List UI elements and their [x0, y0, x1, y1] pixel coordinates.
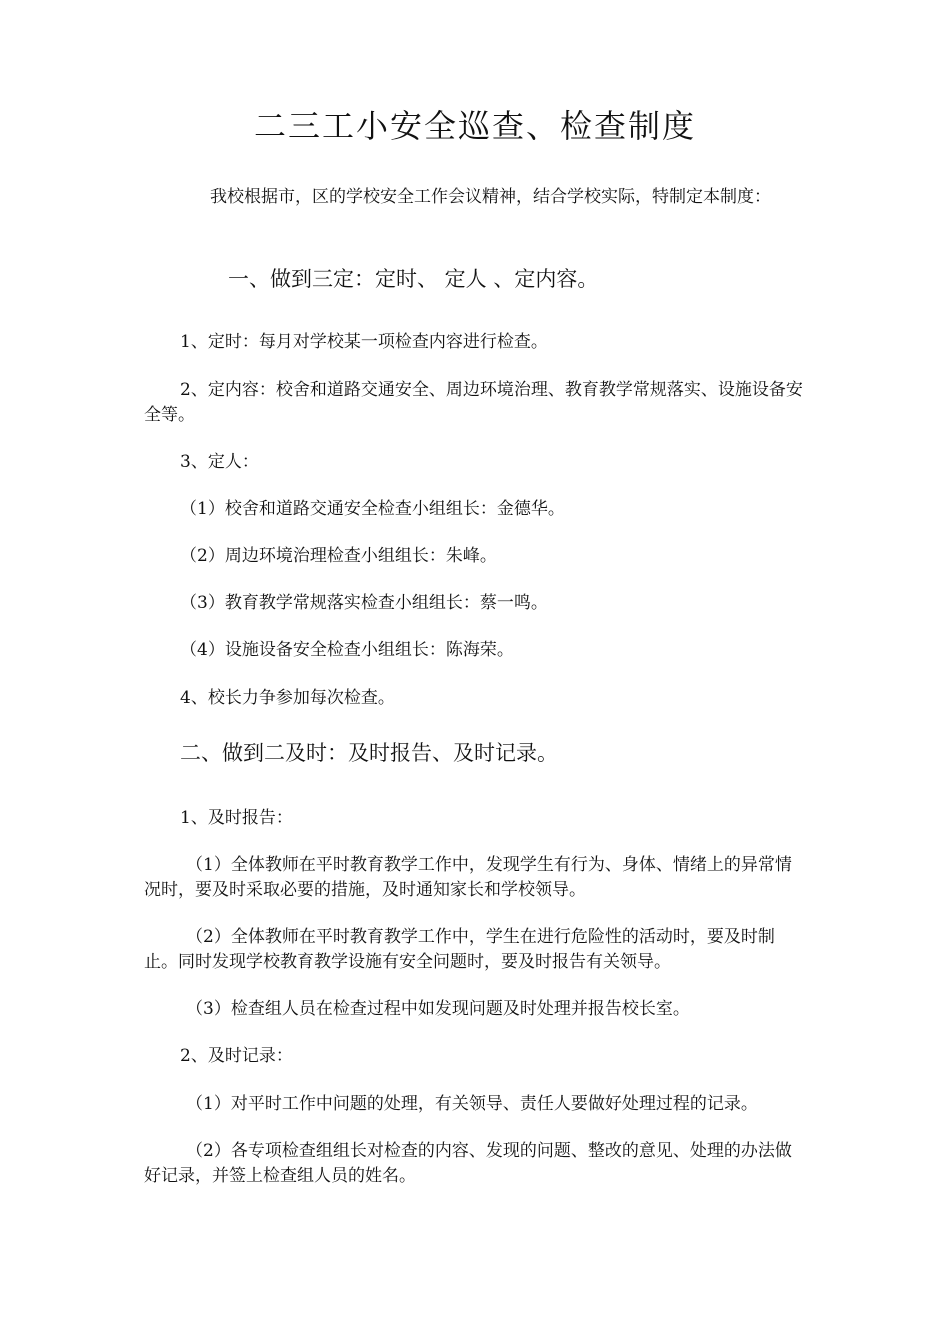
section2-item: （1）对平时工作中问题的处理，有关领导、责任人要做好处理过程的记录。 [186, 1094, 758, 1114]
section2-item: （2）全体教师在平时教育教学工作中，学生在进行危险性的活动时，要及时制止。同时发现学校教育教学设施有安全问题时，要及时报告有关领导。 [144, 927, 775, 972]
section2-item: 2、及时记录： [180, 1046, 293, 1066]
section2-item: 1、及时报告： [180, 808, 293, 828]
section1-item: 2、定内容：校舍和道路交通安全、周边环境治理、教育教学常规落实、设施设备安全等。 [144, 380, 803, 425]
section2-item: （3）检查组人员在检查过程中如发现问题及时处理并报告校长室。 [186, 999, 690, 1019]
section2-item: （1）全体教师在平时教育教学工作中，发现学生有行为、身体、情绪上的异常情况时，要及时采取必要的措施，及时通知家长和学校领导。 [144, 855, 792, 900]
section1-item: （4）设施设备安全检查小组组长：陈海荣。 [180, 640, 514, 660]
section2-item: （2）各专项检查组组长对检查的内容、发现的问题、整改的意见、处理的办法做好记录，并签上检查组人员的姓名。 [144, 1141, 792, 1186]
section1-item: （2）周边环境治理检查小组组长：朱峰。 [180, 546, 497, 566]
page-title: 二三工小安全巡查、检查制度 [253, 107, 696, 145]
section1-item: （3）教育教学常规落实检查小组组长：蔡一鸣。 [180, 593, 548, 613]
section2-heading: 二、做到二及时：及时报告、及时记录。 [180, 741, 558, 765]
section1-item: 1、定时：每月对学校某一项检查内容进行检查。 [180, 332, 548, 352]
section1-item: 3、定人： [180, 452, 259, 472]
intro-paragraph: 我校根据市，区的学校安全工作会议精神，结合学校实际，特制定本制度： [210, 187, 771, 207]
section1-item: 4、校长力争参加每次检查。 [180, 688, 395, 708]
section1-heading: 一、做到三定：定时、 定人 、定内容。 [228, 267, 599, 291]
section1-item: （1）校舍和道路交通安全检查小组组长：金德华。 [180, 499, 565, 519]
